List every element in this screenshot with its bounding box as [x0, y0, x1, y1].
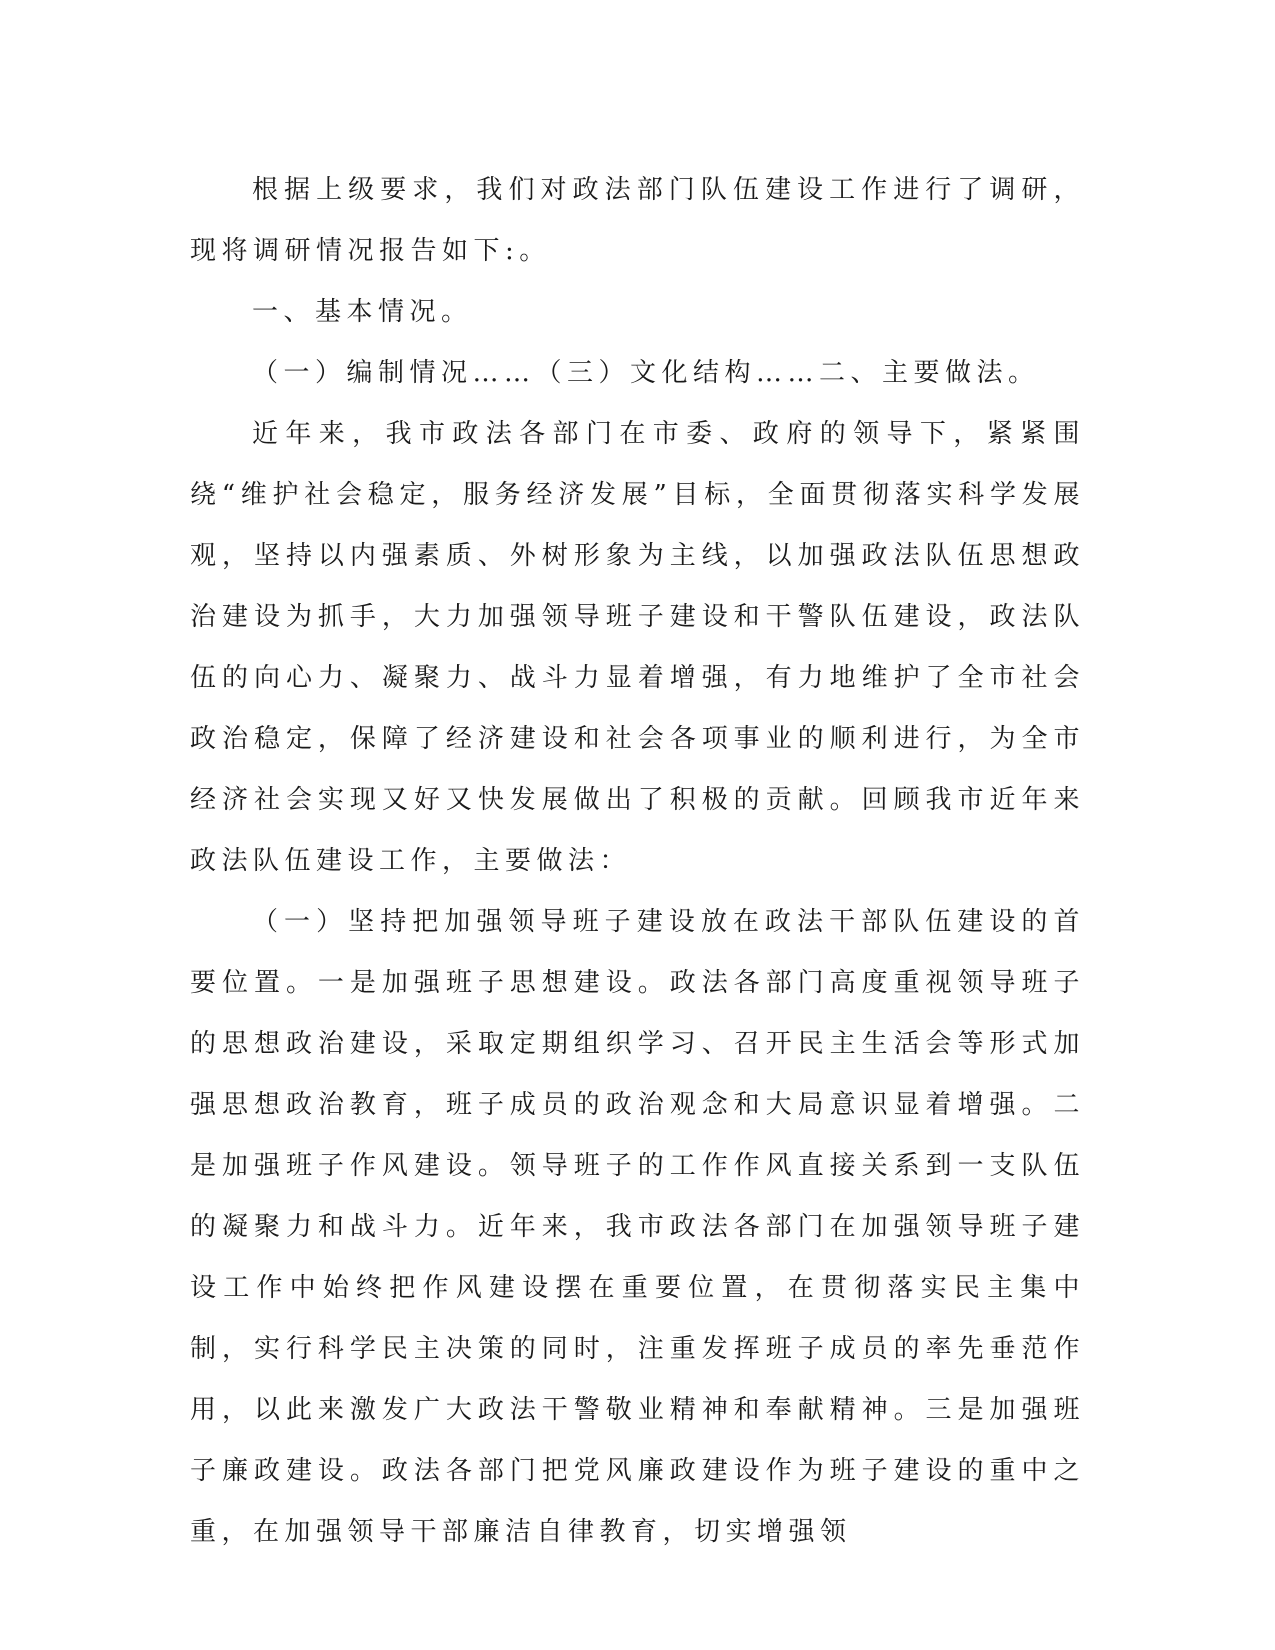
paragraph-recent-years: 近年来，我市政法各部门在市委、政府的领导下，紧紧围绕“维护社会稳定，服务经济发展”目标，全面贯彻落实科学发展观，坚持以内强素质、外树形象为主线，以加强政法队伍思想政治建设为抓手，大力加强领导班子建设和干警队伍建设，政法队伍的向心力、凝聚力、战斗力显着增强，有力地维护了全市社会政治稳定，保障了经济建设和社会各项事业的顺利进行，为全市经济社会实现又好又快发展做出了积极的贡献。回顾我市近年来政法队伍建设工作，主要做法：	[190, 419, 1085, 876]
paragraph-outline: （一）编制情况……（三）文化结构……二、主要做法。	[252, 358, 1040, 388]
paragraph-leadership-building: （一）坚持把加强领导班子建设放在政法干部队伍建设的首要位置。一是加强班子思想建设。政法各部门高度重视领导班子的思想政治建设，采取定期组织学习、召开民主生活会等形式加强思想政治教育，班子成员的政治观念和大局意识显着增强。二是加强班子作风建设。领导班子的工作作风直接关系到一支队伍的凝聚力和战斗力。近年来，我市政法各部门在加强领导班子建设工作中始终把作风建设摆在重要位置，在贯彻落实民主集中制，实行科学民主决策的同时，注重发挥班子成员的率先垂范作用，以此来激发广大政法干警敬业精神和奉献精神。三是加强班子廉政建设。政法各部门把党风廉政建设作为班子建设的重中之重，在加强领导干部廉洁自律教育，切实增强领	[190, 907, 1085, 1547]
document-body	[190, 160, 1085, 1563]
paragraph-intro: 根据上级要求，我们对政法部门队伍建设工作进行了调研，现将调研情况报告如下:。	[190, 175, 1085, 266]
heading-basic-situation: 一、基本情况。	[252, 297, 473, 327]
